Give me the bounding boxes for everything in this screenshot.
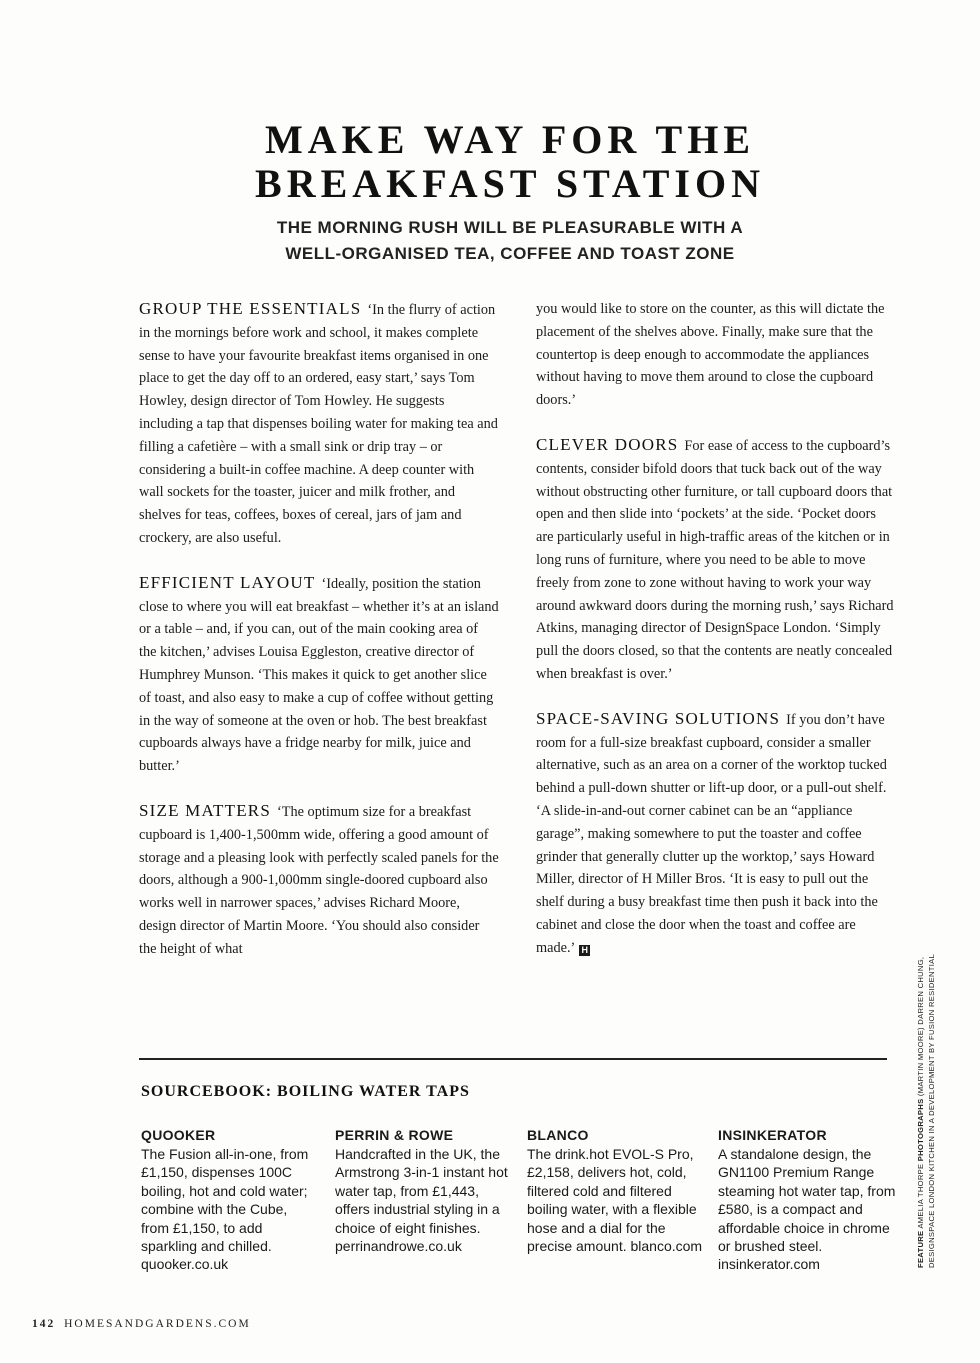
- section-size-matters-continued: [536, 298, 896, 412]
- section-efficient-layout: [139, 572, 499, 778]
- section-body: ‘In the flurry of action in the mornings before work and school, it makes complete sense to have your favourite breakfast items organised in one place to get the day off to an ordered, easy start,’ says Tom Howley, design director of Tom Howley. He suggests including a tap that dispenses boiling water for making tea and filling a cafetière – with a small sink or drip tray – or considering a built-in coffee machine. A deep counter with wall sockets for the toaster, juicer and milk frother, and shelves for teas, coffees, boxes of cereal, jars of jam and crockery, are also useful.: [139, 302, 498, 546]
- standfirst: [0, 215, 980, 267]
- standfirst-line-1: THE MORNING RUSH WILL BE PLEASURABLE WITH A: [276, 218, 744, 237]
- section-body: you would like to store on the counter, as this will dictate the placement of the shelves above. Finally, make sure that the countertop is deep enough to accommodate the appliances without having to move them around to close the cupboard doors.’: [536, 301, 885, 409]
- section-heading: GROUP THE ESSENTIALS: [139, 299, 362, 318]
- credit-photos-label: PHOTOGRAPHS: [916, 1098, 925, 1162]
- section-clever-doors: [536, 434, 896, 686]
- credit-line-1: [915, 938, 926, 1268]
- article-column-right: [536, 298, 896, 982]
- credit-feature-name: AMELIA THORPE: [916, 1163, 925, 1229]
- section-body: ‘The optimum size for a breakfast cupboard is 1,400-1,500mm wide, offering a good amount of storage and a pleasing look with perfectly scaled panels for the doors, although a 900-1,000mm single-doored cupboard also works well in narrower spaces,’ advises Richard Moore, design director of Martin Moore. ‘You should also consider the height of what: [139, 803, 499, 957]
- section-divider: [139, 1058, 887, 1060]
- end-mark-icon: H: [579, 945, 590, 956]
- credit-line-2: DESIGNSPACE LONDON KITCHEN IN A DEVELOPMENT BY FUSION RESIDENTIAL: [927, 953, 936, 1268]
- standfirst-line-2: WELL-ORGANISED TEA, COFFEE AND TOAST ZONE: [285, 244, 735, 263]
- section-heading: EFFICIENT LAYOUT: [139, 572, 316, 592]
- section-heading: SPACE-SAVING SOLUTIONS: [536, 708, 781, 728]
- article-column-left: [139, 298, 499, 983]
- sourcebook-item-blanco: [527, 1127, 705, 1255]
- sourcebook-brand: PERRIN & ROWE: [335, 1127, 454, 1143]
- section-heading: SIZE MATTERS: [139, 800, 271, 820]
- section-body: ‘Ideally, position the station close to where you will eat breakfast – whether it’s at an island or a table – and, if you can, out of the main cooking area of the kitchen,’ advises Louisa Eggleston, creative director of Humphrey Munson. ‘This makes it quick to get another slice of toast, and also easy to make a cup of coffee without getting in the way of someone at the oven or hob. The best breakfast cupboards always have a fridge nearby for milk, juice and butter.’: [139, 575, 499, 775]
- section-size-matters: [139, 800, 499, 961]
- section-group-essentials: [139, 298, 499, 550]
- section-heading: CLEVER DOORS: [536, 434, 679, 454]
- sourcebook-item-perrin-rowe: [335, 1127, 513, 1255]
- title-line-2: BREAKFAST STATION: [255, 161, 765, 206]
- sourcebook-item-insinkerator: [718, 1127, 896, 1274]
- sourcebook-item-quooker: [141, 1127, 319, 1274]
- section-body: If you don’t have room for a full-size breakfast cupboard, consider a smaller alternative, such as an area on a corner of the worktop tucked behind a pull-down shutter or lift-up door, or a pull-out shelf. ‘A slide-in-and-out corner cabinet can be an “appliance garage”, making somewhere to put the toaster and coffee grinder that generally clutter up the worktop,’ says Howard Miller, director of H Miller Bros. ‘It is easy to pull out the shelf during a busy breakfast time then push it back into the cabinet and close the door when the toast and coffee are made.’: [536, 711, 887, 956]
- sourcebook-brand: QUOOKER: [141, 1127, 216, 1143]
- sourcebook-text: Handcrafted in the UK, the Armstrong 3-in-1 instant hot water tap, from £1,443, offers industrial styling in a choice of eight finishes. perrinandrowe.co.uk: [335, 1146, 508, 1255]
- page-footer: [32, 1318, 251, 1330]
- section-body: For ease of access to the cupboard’s contents, consider bifold doors that tuck back out of the way without obstructing other furniture, or tall cupboard doors that open and then slide into ‘pockets’ at the side. ‘Pocket doors are particularly useful in high-traffic areas of the kitchen or in long runs of furniture, where you need to be able to move freely from zone to zone without having to work your way around awkward doors during the morning rush,’ says Richard Atkins, managing director of DesignSpace London. ‘Simply pull the doors closed, so that the contents are neatly concealed when breakfast is over.’: [536, 437, 894, 682]
- title-line-1: MAKE WAY FOR THE: [264, 117, 756, 162]
- page-number: 142: [32, 1318, 56, 1330]
- sourcebook-brand: BLANCO: [527, 1127, 589, 1143]
- credit-photos-text: (MARTIN MOORE) DARREN CHUNG,: [916, 956, 925, 1097]
- footer-site: HOMESANDGARDENS.COM: [64, 1318, 251, 1330]
- section-space-saving: [536, 708, 896, 960]
- sourcebook-brand: INSINKERATOR: [718, 1127, 827, 1143]
- sourcebook-text: The Fusion all-in-one, from £1,150, dispenses 100C boiling, hot and cold water; combine with the Cube, from £1,150, to add sparkling and chilled. quooker.co.uk: [141, 1146, 309, 1273]
- credit-feature-label: FEATURE: [916, 1230, 925, 1268]
- page-title: [0, 118, 980, 206]
- sourcebook-title: SOURCEBOOK: BOILING WATER TAPS: [141, 1083, 470, 1100]
- sourcebook-text: The drink.hot EVOL-S Pro, £2,158, delivers hot, cold, filtered cold and filtered boiling water, with a flexible hose and a dial for the precise amount. blanco.com: [527, 1146, 703, 1255]
- photo-credits: [915, 938, 947, 1268]
- sourcebook-text: A standalone design, the GN1100 Premium Range steaming hot water tap, from £580, is a compact and affordable choice in chrome or brushed steel. insinkerator.com: [718, 1146, 896, 1273]
